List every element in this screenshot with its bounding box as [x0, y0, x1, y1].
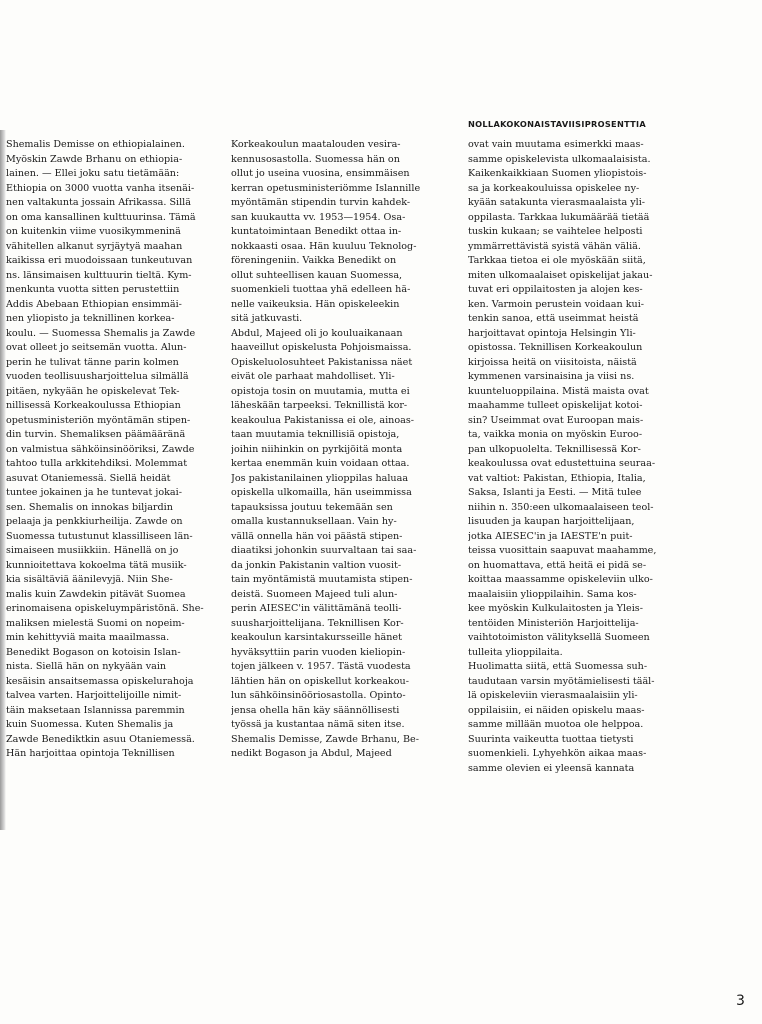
text-line: Suomessa tutustunut klassilliseen län-	[6, 530, 193, 542]
text-line: vuoden teollisuusharjoittelua silmällä	[6, 371, 189, 382]
text-line: jotka AIESEC'in ja IAESTE'n puit-	[468, 530, 633, 542]
text-line: miten ulkomaalaiset opiskelijat jakau-	[468, 269, 653, 281]
text-line: lisuuden ja kaupan harjoittelijaan,	[468, 516, 635, 527]
text-line: ta, vaikka monia on myöskin Euroo-	[468, 429, 643, 440]
text-line: opistossa. Teknillisen Korkeakoulun	[468, 342, 643, 353]
text-line: opetusministeriön myöntämän stipen-	[6, 414, 191, 426]
text-line: tentöiden Ministeriön Harjoittelija-	[468, 617, 639, 629]
text-line: suusharjoittelijana. Teknillisen Kor-	[231, 617, 404, 629]
text-line: hyväksyttiin parin vuoden kieliopin-	[231, 646, 406, 658]
text-line: ns. länsimaisen kulttuurin tieltä. Kym-	[6, 269, 192, 281]
text-line: Korkeakoulun maatalouden vesira-	[231, 139, 401, 150]
text-line: on kuitenkin viime vuosikymmeninä	[6, 226, 181, 237]
text-line: Abdul, Majeed oli jo kouluaikanaan	[231, 327, 403, 339]
text-line: opistoja tosin on muutamia, mutta ei	[231, 385, 410, 397]
text-line: harjoittavat opintoja Helsingin Yli-	[468, 327, 636, 339]
text-line: Kaikenkaikkiaan Suomen yliopistois-	[468, 168, 647, 179]
text-line: kymmenen varsinaisina ja viisi ns.	[468, 371, 635, 382]
text-line: san kuukautta vv. 1953—1954. Osa-	[231, 211, 406, 223]
text-line: Ethiopia on 3000 vuotta vanha itsenäi-	[6, 182, 195, 194]
text-line: kennusosastolla. Suomessa hän on	[231, 153, 400, 165]
text-line: vähitellen alkanut syrjäytyä maahan	[6, 240, 183, 252]
text-line: koulu. — Suomessa Shemalis ja Zawde	[6, 327, 196, 339]
text-line: vaihtotoimiston välityksellä Suomeen	[468, 632, 650, 643]
text-line: tojen jälkeen v. 1957. Tästä vuodesta	[231, 661, 411, 672]
text-line: tenkin sanoa, että useimmat heistä	[468, 313, 639, 324]
text-line: malis kuin Zawdekin pitävät Suomea	[6, 588, 186, 600]
text-line: kia sisältäviä äänilevyjä. Niin She-	[6, 574, 173, 585]
text-line: lähtien hän on opiskellut korkeakou-	[231, 675, 409, 687]
text-line: nen valtakunta jossain Afrikassa. Sillä	[6, 197, 191, 208]
text-line: pelaaja ja penkkiurheilija. Zawde on	[6, 516, 183, 527]
text-line: ovat olleet jo seitsemän vuotta. Alun-	[6, 342, 187, 353]
text-line: maalaisiin ylioppilaihin. Sama kos-	[468, 588, 637, 600]
text-line: Saksa, Islanti ja Eesti. — Mitä tulee	[468, 487, 642, 498]
text-line: föreningeniin. Vaikka Benedikt on	[231, 255, 397, 266]
text-line: din turvin. Shemaliksen päämääränä	[6, 429, 186, 440]
text-line: Opiskeluolosuhteet Pakistanissa näet	[231, 356, 413, 368]
text-line: menkunta vuotta sitten perustettiin	[6, 284, 180, 295]
text-line: kee myöskin Kulkulaitosten ja Yleis-	[468, 603, 643, 614]
text-line: suomenkieli tuottaa yhä edelleen hä-	[231, 284, 411, 295]
text-column-3	[468, 138, 700, 776]
text-line: niihin n. 350:een ulkomaalaiseen teol-	[468, 501, 654, 513]
text-line: lä opiskeleviin vierasmaalaisiin yli-	[468, 690, 638, 701]
text-line: simaiseen musiikkiin. Hänellä on jo	[6, 545, 179, 556]
text-line: sitä jatkuvasti.	[231, 313, 303, 324]
text-line: maliksen mielestä Suomi on nopeim-	[6, 617, 185, 629]
text-line: kuin Suomessa. Kuten Shemalis ja	[6, 719, 174, 730]
text-line: lun sähköinsinööriosastolla. Opinto-	[231, 690, 406, 701]
text-line: suomenkieli. Lyhyehkön aikaa maas-	[468, 748, 647, 759]
text-line: on huomattava, että heitä ei pidä se-	[468, 559, 647, 571]
text-line: tuskin kukaan; se vaihtelee helposti	[468, 226, 643, 237]
text-line: ymmärrettävistä syistä vähän väliä.	[468, 240, 641, 252]
text-line: ollut jo useina vuosina, ensimmäisen	[231, 168, 410, 179]
text-line: kaikissa eri muodoissaan tunkeutuvan	[6, 255, 193, 266]
text-line: Shemalis Demisse, Zawde Brhanu, Be-	[231, 733, 419, 745]
text-line: oppilaisiin, ei näiden opiskelu maas-	[468, 704, 645, 716]
text-line: on valmistua sähköinsinööriksi, Zawde	[6, 443, 195, 455]
text-line: samme opiskelevista ulkomaalaisista.	[468, 153, 651, 165]
text-line: ollut suhteellisen kauan Suomessa,	[231, 269, 403, 281]
text-line: lainen. — Ellei joku satu tietämään:	[6, 168, 180, 179]
text-line: Shemalis Demisse on ethiopialainen.	[6, 139, 185, 150]
text-line: min kehittyviä maita maailmassa.	[6, 632, 170, 643]
text-line: Suurinta vaikeutta tuottaa tietysti	[468, 733, 634, 745]
text-line: työssä ja kustantaa nämä siten itse.	[231, 719, 405, 730]
text-line: Huolimatta siitä, että Suomessa suh-	[468, 661, 648, 672]
text-line: keakoulun karsintakursseille hänet	[231, 632, 402, 643]
text-line: taan muutamia teknillisiä opistoja,	[231, 429, 400, 440]
page-number: 3	[736, 993, 745, 1009]
text-line: ken. Varmoin perustein voidaan kui-	[468, 298, 645, 310]
text-line: perin he tulivat tänne parin kolmen	[6, 356, 179, 368]
text-line: keakoulussa ovat edustettuina seuraa-	[468, 458, 656, 469]
running-head: NOLLAKOKONAISTAVIISIPROSENTTIA	[468, 119, 647, 129]
text-line: erinomaisena opiskeluympäristönä. She-	[6, 603, 204, 614]
text-line: pan ulkopuolelta. Teknillisessä Kor-	[468, 443, 641, 455]
text-line: kirjoissa heitä on viisitoista, näistä	[468, 356, 637, 368]
text-line: deistä. Suomeen Majeed tuli alun-	[231, 588, 398, 600]
text-line: kesäisin ansaitsemassa opiskelurahoja	[6, 675, 194, 687]
text-line: taudutaan varsin myötämielisesti tääl-	[468, 675, 655, 687]
text-line: oppilasta. Tarkkaa lukumäärää tietää	[468, 211, 650, 223]
text-line: läheskään tarpeeksi. Teknillistä kor-	[231, 400, 408, 411]
text-line: sa ja korkeakouluissa opiskelee ny-	[468, 182, 640, 194]
text-line: asuvat Otaniemessä. Siellä heidät	[6, 472, 171, 484]
text-column-2	[231, 138, 441, 762]
text-line: sen. Shemalis on innokas biljardin	[6, 501, 173, 513]
text-line: eivät ole parhaat mahdolliset. Yli-	[231, 371, 395, 382]
text-line: myöntämän stipendin turvin kahdek-	[231, 197, 411, 208]
text-line: nokkaasti osaa. Hän kuuluu Teknolog-	[231, 240, 417, 252]
text-line: kunnioitettava kokoelma tätä musiik-	[6, 559, 187, 571]
text-line: kerran opetusministeriömme Islannille	[231, 182, 421, 194]
text-line: vällä onnella hän voi päästä stipen-	[231, 530, 403, 542]
text-line: sin? Useimmat ovat Euroopan mais-	[468, 414, 644, 426]
text-line: Tarkkaa tietoa ei ole myöskään siitä,	[468, 255, 646, 266]
text-line: diaatiksi johonkin suurvaltaan tai saa-	[231, 545, 417, 556]
text-line: nen yliopisto ja teknillinen korkea-	[6, 313, 175, 324]
text-line: Myöskin Zawde Brhanu on ethiopia-	[6, 153, 183, 165]
text-line: samme olevien ei yleensä kannata	[468, 762, 635, 774]
text-line: tain myöntämistä muutamista stipen-	[231, 574, 413, 585]
text-line: haaveillut opiskelusta Pohjoismaissa.	[231, 342, 412, 353]
text-line: tulleita ylioppilaita.	[468, 646, 563, 658]
text-line: perin AIESEC'in välittämänä teolli-	[231, 603, 402, 614]
text-line: Hän harjoittaa opintoja Teknillisen	[6, 748, 175, 759]
text-column-1	[6, 138, 218, 762]
text-line: tuntee jokainen ja he tuntevat jokai-	[6, 487, 182, 498]
text-line: omalla kustannuksellaan. Vain hy-	[231, 516, 397, 527]
text-line: teissa vuosittain saapuvat maahamme,	[468, 545, 657, 556]
text-line: tapauksissa joutuu tekemään sen	[231, 501, 393, 513]
text-line: nedikt Bogason ja Abdul, Majeed	[231, 748, 392, 759]
text-line: nillisessä Korkeakoulussa Ethiopian	[6, 400, 181, 411]
text-line: talvea varten. Harjoittelijoille nimit-	[6, 690, 182, 701]
text-line: keakoulua Pakistanissa ei ole, ainoas-	[231, 414, 415, 426]
text-line: kyään satakunta vierasmaalaista yli-	[468, 197, 646, 208]
text-line: nista. Siellä hän on nykyään vain	[6, 661, 167, 672]
text-line: opiskella ulkomailla, hän useimmissa	[231, 487, 412, 498]
text-line: pitäen, nykyään he opiskelevat Tek-	[6, 385, 180, 397]
text-line: Addis Abebaan Ethiopian ensimmäi-	[6, 298, 182, 310]
text-line: Benedikt Bogason on kotoisin Islan-	[6, 646, 181, 658]
text-line: kertaa enemmän kuin voidaan ottaa.	[231, 458, 410, 469]
text-line: tuvat eri oppilaitosten ja alojen kes-	[468, 284, 643, 295]
text-line: vat valtiot: Pakistan, Ethiopia, Italia,	[468, 472, 646, 484]
text-line: jensa ohella hän käy säännöllisesti	[231, 704, 400, 716]
text-line: maahamme tulleet opiskelijat kotoi-	[468, 400, 643, 411]
text-line: täin maksetaan Islannissa paremmin	[6, 704, 185, 716]
text-line: Zawde Benediktkin asuu Otaniemessä.	[6, 733, 195, 745]
text-line: da jonkin Pakistanin valtion vuosit-	[231, 559, 402, 571]
text-line: samme millään muotoa ole helppoa.	[468, 719, 644, 730]
text-line: koittaa maassamme opiskeleviin ulko-	[468, 574, 653, 585]
text-line: kuunteluoppilaina. Mistä maista ovat	[468, 385, 649, 397]
text-line: Jos pakistanilainen ylioppilas haluaa	[231, 472, 409, 484]
text-line: nelle vaikeuksia. Hän opiskeleekin	[231, 298, 400, 310]
text-line: joihin niihinkin on pyrkijöitä monta	[231, 443, 403, 455]
text-line: kuntatoimintaan Benedikt ottaa in-	[231, 226, 402, 237]
text-line: ovat vain muutama esimerkki maas-	[468, 139, 644, 150]
text-line: tahtoo tulla arkkitehdiksi. Molemmat	[6, 458, 188, 469]
text-line: on oma kansallinen kulttuurinsa. Tämä	[6, 211, 196, 223]
